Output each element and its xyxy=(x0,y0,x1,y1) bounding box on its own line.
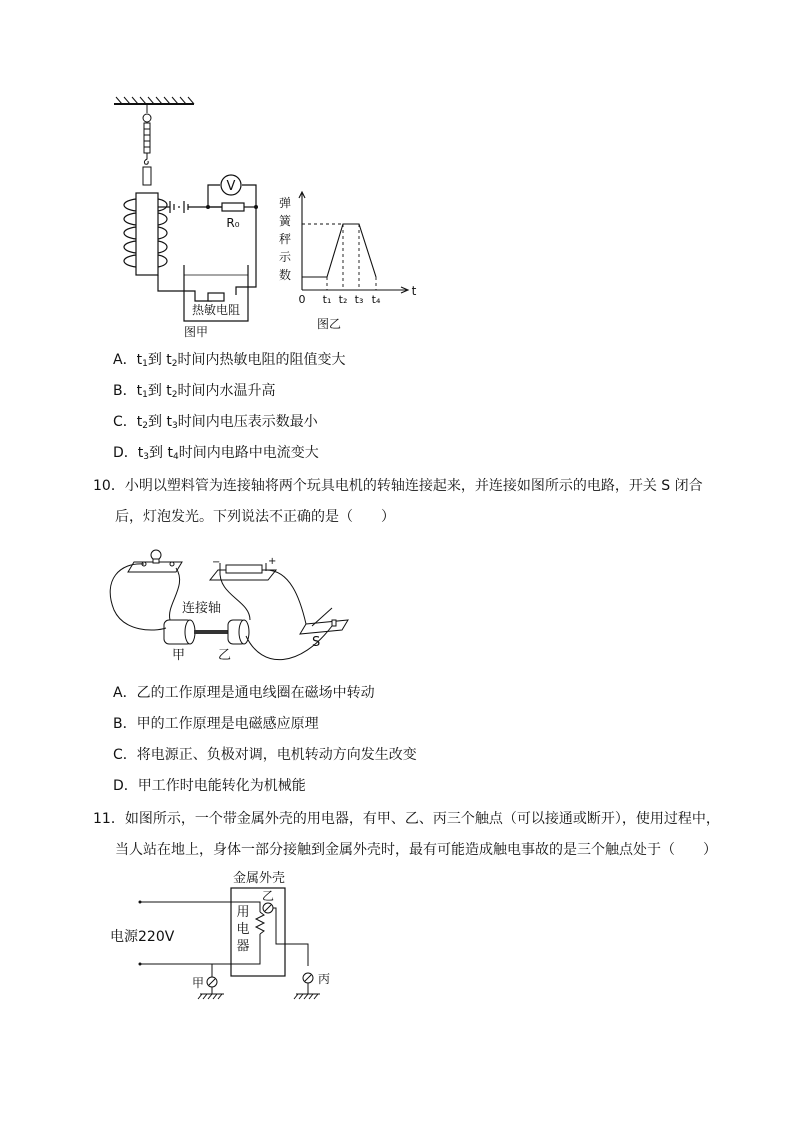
motor-yi-label: 乙 xyxy=(218,648,232,663)
electromagnet-coil xyxy=(124,193,167,275)
figure-q11 xyxy=(100,866,350,1006)
motor-jia xyxy=(164,620,195,644)
thermistor-label: 热敏电阻 xyxy=(191,303,241,317)
svg-text:簧: 簧 xyxy=(278,214,292,228)
power-source-label: 电源220V xyxy=(110,929,175,945)
x-axis-label: t xyxy=(411,284,417,298)
svg-text:秤: 秤 xyxy=(278,232,292,246)
contact-yi-label: 乙 xyxy=(261,889,275,903)
lamp xyxy=(128,550,182,572)
svg-text:电: 电 xyxy=(236,922,250,937)
q11-number: 11． xyxy=(93,811,125,827)
q10-stem-line2: 后，灯泡发光。下列说法不正确的是（ ） xyxy=(115,509,395,525)
q9-option-c: C．$t_2$到 $t_3$时间内电压表示数最小 xyxy=(113,414,318,431)
q11-stem-line1: 11．如图所示，一个带金属外壳的用电器，有甲、乙、丙三个触点（可以接通或断开），使用过程中， xyxy=(93,811,720,827)
voltmeter-label: V xyxy=(226,179,236,194)
contact-yi xyxy=(263,903,273,913)
wires xyxy=(158,185,256,301)
graph-yi xyxy=(279,192,417,331)
q9-option-a: A．$t_1$到 $t_2$时间内热敏电阻的阻值变大 xyxy=(113,352,346,369)
tick-t2: t₂ xyxy=(338,293,348,306)
contact-bing xyxy=(303,973,313,994)
q11-stem-line2: 当人站在地上，身体一部分接触到金属外壳时，最有可能造成触电事故的是三个触点处于（ ） xyxy=(115,842,717,858)
figure-q10 xyxy=(100,540,360,668)
q9-option-b: B．$t_1$到 $t_2$时间内水温升高 xyxy=(113,383,276,400)
q10-number: 10． xyxy=(93,478,125,494)
q10-stem-line1: 10．小明以塑料管为连接轴将两个玩具电机的转轴连接起来，并连接如图所示的电路，开关 S 闭合 xyxy=(93,478,703,494)
scale-reading-curve xyxy=(302,224,376,277)
tick-t3: t₃ xyxy=(354,293,364,306)
appliance-label xyxy=(236,905,249,954)
caption-yi: 图乙 xyxy=(316,317,342,331)
q10-option-c: C．将电源正、负极对调，电机转动方向发生改变 xyxy=(113,747,417,763)
svg-text:示: 示 xyxy=(278,250,292,264)
spring-scale xyxy=(143,105,151,185)
caption-jia: 图甲 xyxy=(183,325,209,339)
svg-text:数: 数 xyxy=(278,268,292,282)
contact-bing-label: 丙 xyxy=(317,972,331,986)
tick-t1: t₁ xyxy=(322,293,332,306)
switch-s xyxy=(300,608,348,634)
resistor-label: R₀ xyxy=(226,216,240,230)
minus-label: − xyxy=(212,557,221,568)
motor-yi xyxy=(228,620,249,644)
contact-jia xyxy=(207,977,217,994)
wires xyxy=(110,564,332,660)
voltmeter xyxy=(221,175,241,195)
tick-t4: t₄ xyxy=(371,293,381,306)
axle-label: 连接轴 xyxy=(182,601,222,616)
motor-jia-label: 甲 xyxy=(172,648,186,663)
switch-label: S xyxy=(312,635,321,650)
plus-label: + xyxy=(268,556,277,567)
figure-q9 xyxy=(100,95,440,345)
contact-jia-label: 甲 xyxy=(191,976,205,990)
svg-text:器: 器 xyxy=(236,939,250,954)
q10-option-d: D．甲工作时电能转化为机械能 xyxy=(113,778,306,794)
ground-jia xyxy=(198,994,224,999)
connecting-axle xyxy=(194,630,228,634)
q9-option-d: D．$t_3$到 $t_4$时间内电路中电流变大 xyxy=(113,445,319,462)
q10-option-b: B．甲的工作原理是电磁感应原理 xyxy=(113,716,319,732)
svg-text:弹: 弹 xyxy=(278,196,292,210)
origin-label: 0 xyxy=(298,293,306,306)
svg-text:用: 用 xyxy=(236,905,250,920)
metal-shell-label: 金属外壳 xyxy=(233,871,286,886)
y-axis-label xyxy=(279,196,292,282)
q10-option-a: A．乙的工作原理是通电线圈在磁场中转动 xyxy=(113,685,375,701)
ground-bing xyxy=(294,994,320,999)
resistor-r0 xyxy=(222,203,244,230)
ceiling xyxy=(114,97,194,104)
